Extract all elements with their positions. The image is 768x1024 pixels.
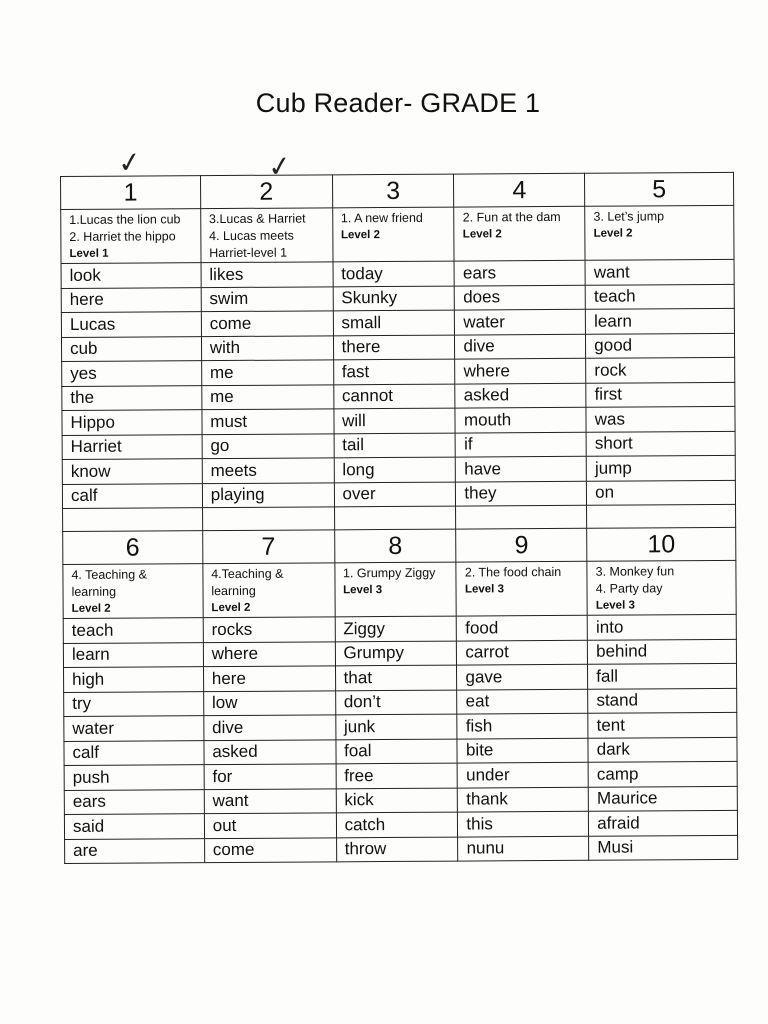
checkmark-1-icon: ✓ (115, 144, 144, 181)
column-number: 2 (200, 175, 332, 209)
word-cell: they (456, 481, 587, 506)
book-level: Level 2 (340, 229, 380, 242)
empty-cell (587, 504, 736, 528)
word-cell: high (64, 667, 204, 692)
empty-cell (202, 507, 334, 531)
word-cell: are (65, 838, 205, 863)
word-cell: dive (455, 334, 586, 359)
word-cell: asked (204, 739, 336, 764)
word-cell: junk (335, 714, 457, 739)
word-cell: meets (202, 458, 334, 483)
book-info-cell (203, 563, 335, 618)
word-cell: water (455, 309, 586, 334)
book-titles: 2. The food chain (464, 564, 562, 580)
word-cell: this (458, 811, 589, 836)
book-titles: 3.Lucas & Harriet 4. Lucas meets Harriet-level 1 (208, 211, 306, 261)
column-number: 5 (585, 172, 734, 206)
word-cell: today (333, 261, 455, 286)
word-cell: ears (454, 260, 585, 285)
column-number: 7 (202, 530, 334, 564)
word-cell: afraid (589, 810, 738, 835)
word-cell: push (64, 765, 204, 790)
book-titles: 4. Teaching & learning (71, 567, 148, 599)
word-cell: learn (586, 308, 735, 333)
word-cell: will (334, 408, 456, 433)
word-cell: rock (586, 357, 735, 382)
book-level: Level 1 (69, 247, 109, 260)
checkmark-2-icon: ✓ (265, 148, 294, 185)
word-cell: Grumpy (335, 641, 457, 666)
word-cell: Skunky (333, 286, 455, 311)
page-title: Cub Reader- GRADE 1 (255, 88, 541, 118)
word-cell: into (587, 614, 736, 639)
word-cell: small (333, 310, 455, 335)
top-book-info-row (61, 205, 734, 263)
book-info-cell (585, 205, 734, 260)
column-number: 6 (63, 531, 203, 565)
book-level: Level 3 (343, 584, 383, 597)
book-level: Level 3 (595, 599, 635, 612)
word-cell: playing (202, 482, 334, 507)
word-cell: fish (457, 713, 588, 738)
word-cell: gave (457, 664, 588, 689)
book-level: Level 2 (211, 601, 251, 615)
book-level: Level 2 (593, 227, 633, 240)
word-cell: thank (458, 787, 589, 812)
word-cell: Harriet (62, 434, 202, 459)
word-cell: short (586, 431, 735, 456)
word-cell: Hippo (62, 410, 202, 435)
word-cell: likes (201, 262, 333, 287)
column-number: 9 (456, 528, 587, 562)
word-cell: ears (64, 789, 204, 814)
word-cell: learn (63, 642, 203, 667)
word-cell: carrot (457, 640, 588, 665)
word-cell: for (204, 764, 336, 789)
empty-cell (334, 506, 456, 530)
word-row (65, 835, 738, 864)
book-info-cell (63, 564, 203, 619)
column-number: 4 (454, 173, 585, 207)
word-cell: want (585, 259, 734, 284)
word-cell: behind (588, 639, 737, 664)
word-cell: cub (61, 336, 201, 361)
word-cell: low (203, 690, 335, 715)
word-cell: food (457, 615, 588, 640)
word-cell: fall (588, 663, 737, 688)
word-cell: come (204, 837, 336, 862)
word-cell: go (202, 433, 334, 458)
book-info-cell (334, 562, 456, 617)
word-cell: good (586, 333, 735, 358)
bottom-book-info-row (63, 560, 736, 618)
word-cell: want (204, 788, 336, 813)
empty-cell (63, 508, 203, 532)
word-cell: calf (64, 740, 204, 765)
word-cell: free (336, 763, 458, 788)
word-cell: said (64, 814, 204, 839)
book-info-cell (454, 206, 585, 261)
word-cell: that (335, 665, 457, 690)
word-cell: nunu (458, 836, 589, 861)
book-level: Level 2 (71, 602, 111, 615)
word-cell: where (455, 358, 586, 383)
word-cell: look (61, 263, 201, 288)
word-cell: asked (455, 383, 586, 408)
word-cell: jump (586, 455, 735, 480)
book-level: Level 2 (462, 228, 502, 241)
word-cell: bite (457, 738, 588, 763)
word-cell: try (64, 691, 204, 716)
word-cell: have (456, 456, 587, 481)
word-cell: yes (62, 361, 202, 386)
word-cell: water (64, 716, 204, 741)
word-cell: mouth (455, 407, 586, 432)
word-cell: on (587, 480, 736, 505)
book-info-cell (200, 208, 332, 263)
book-info-cell (587, 560, 736, 615)
word-cell: foal (336, 739, 458, 764)
column-number: 3 (332, 174, 454, 208)
book-titles: 3. Monkey fun 4. Party day (595, 564, 675, 596)
book-titles: 3. Let’s jump (593, 209, 665, 224)
word-cell: Ziggy (335, 616, 457, 641)
column-number: 10 (587, 527, 736, 561)
book-titles: 2. Fun at the dam (462, 209, 561, 225)
word-cell: where (203, 641, 335, 666)
bottom-number-row (63, 527, 736, 564)
column-number: 8 (334, 529, 456, 563)
book-titles: 1. A new friend (340, 210, 423, 226)
column-number: 1 (61, 176, 201, 210)
word-cell: teach (585, 284, 734, 309)
word-cell: catch (336, 812, 458, 837)
word-cell: out (204, 813, 336, 838)
word-cell: know (62, 459, 202, 484)
word-cell: was (586, 406, 735, 431)
word-cell: kick (336, 788, 458, 813)
word-cell: rocks (203, 617, 335, 642)
word-cell: dark (588, 737, 737, 762)
word-cell: tail (334, 433, 456, 458)
word-cell: does (455, 285, 586, 310)
word-cell: cannot (333, 384, 455, 409)
word-cell: me (201, 360, 333, 385)
book-info-cell (61, 209, 201, 264)
word-cell: first (586, 382, 735, 407)
word-cell: over (334, 482, 456, 507)
top-number-row (61, 172, 734, 209)
word-list-table (60, 172, 738, 864)
word-cell: stand (588, 688, 737, 713)
word-cell: the (62, 385, 202, 410)
word-cell: swim (201, 286, 333, 311)
word-cell: must (202, 409, 334, 434)
word-cell: teach (63, 618, 203, 643)
book-titles: 4.Teaching & learning (211, 566, 284, 599)
word-cell: long (334, 457, 456, 482)
empty-cell (456, 505, 587, 529)
word-cell: here (203, 666, 335, 691)
book-info-cell (332, 207, 454, 262)
word-cell: eat (457, 689, 588, 714)
word-cell: calf (62, 483, 202, 508)
book-level: Level 3 (464, 583, 504, 596)
word-cell: Musi (589, 835, 738, 860)
book-titles: 1. Grumpy Ziggy (342, 565, 436, 581)
word-cell: Maurice (588, 786, 737, 811)
word-cell: tent (588, 712, 737, 737)
word-cell: with (201, 335, 333, 360)
word-cell: throw (336, 837, 458, 862)
book-titles: 1.Lucas the lion cub 2. Harriet the hippo (69, 212, 181, 244)
word-cell: there (333, 335, 455, 360)
word-cell: me (202, 384, 334, 409)
word-cell: fast (333, 359, 455, 384)
word-cell: here (61, 287, 201, 312)
word-cell: camp (588, 761, 737, 786)
book-info-cell (456, 561, 587, 616)
word-cell: come (201, 311, 333, 336)
word-cell: Lucas (61, 312, 201, 337)
word-cell: don’t (335, 690, 457, 715)
word-cell: under (458, 762, 589, 787)
word-cell: if (455, 432, 586, 457)
word-cell: dive (204, 715, 336, 740)
